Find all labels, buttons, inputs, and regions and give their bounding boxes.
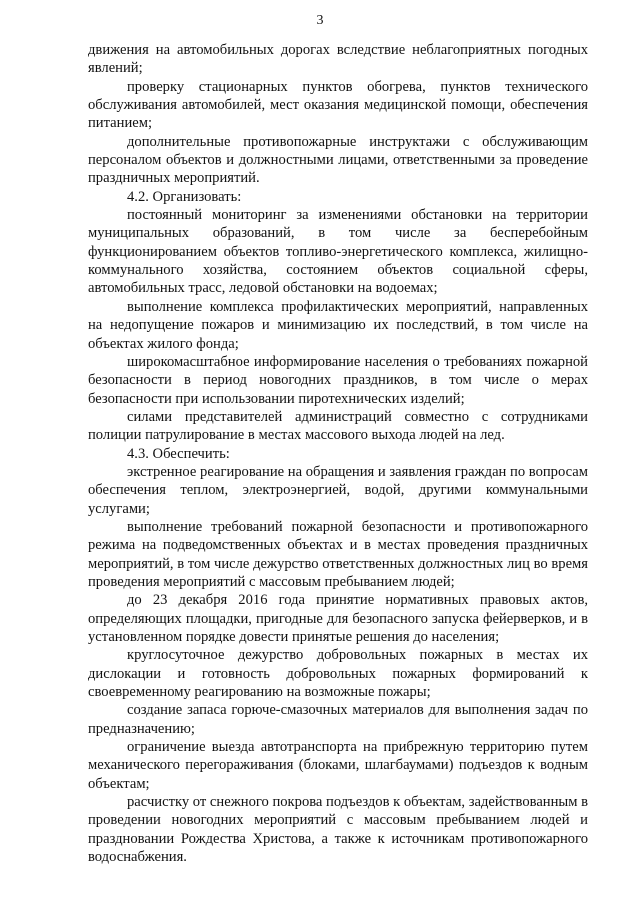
paragraph: проверку стационарных пунктов обогрева, пунктов технического обслуживания автомобилей, мест оказания медицинской помощи, обеспечения питанием; — [88, 78, 588, 132]
paragraph: широкомасштабное информирование населения о требованиях пожарной безопасности в период новогодних праздников, в том числе о мерах безопасности при использовании пиротехнических изделий; — [88, 353, 588, 407]
paragraph: круглосуточное дежурство добровольных пожарных в местах их дислокации и готовность добровольных пожарных формирований к своевременному реагированию на возможные пожары; — [88, 647, 588, 701]
document-body — [88, 41, 588, 866]
paragraph: расчистку от снежного покрова подъездов к объектам, задействованным в проведении новогодних мероприятий с массовым пребыванием людей и праздновании Рождества Христова, а также к источникам противопожарного водоснабжения. — [88, 794, 588, 866]
page-number: 3 — [316, 13, 324, 28]
paragraph: экстренное реагирование на обращения и заявления граждан по вопросам обеспечения теплом, электроэнергией, водой, другими коммунальными услугами; — [88, 463, 588, 517]
paragraph: до 23 декабря 2016 года принятие нормативных правовых актов, определяющих площадки, пригодные для безопасного запуска фейерверков, и в установленном порядке довести принятые решения до населения; — [88, 592, 588, 645]
paragraph: 4.3. Обеспечить: — [127, 445, 230, 462]
paragraph: дополнительные противопожарные инструктажи с обслуживающим персоналом объектов и должностными лицами, ответственными за проведение праздничных мероприятий. — [88, 133, 588, 187]
paragraph: выполнение комплекса профилактических мероприятий, направленных на недопущение пожаров и минимизацию их последствий, в том числе на объектах жилого фонда; — [88, 298, 588, 352]
paragraph: движения на автомобильных дорогах вследствие неблагоприятных погодных явлений; — [88, 42, 588, 77]
paragraph: создание запаса горюче-смазочных материалов для выполнения задач по предназначению; — [88, 702, 588, 737]
paragraph: выполнение требований пожарной безопасности и противопожарного режима на подведомственных объектах и в местах проведения праздничных мероприятий, в том числе дежурство ответственных должностных лиц во время проведения мероприятий с массовым пребыванием людей; — [88, 518, 588, 590]
paragraph: силами представителей администраций совместно с сотрудниками полиции патрулирование в местах массового выхода людей на лед. — [88, 408, 588, 444]
paragraph: 4.2. Организовать: — [127, 188, 242, 205]
paragraph: постоянный мониторинг за изменениями обстановки на территории муниципальных образований, в том числе за бесперебойным функционированием объектов топливо-энергетического комплекса, жилищно-коммунального хозяйства, состоянием объектов социальной сферы, автомобильных трасс, ледовой обстановки на водоемах; — [88, 207, 588, 297]
paragraph: ограничение выезда автотранспорта на прибрежную территорию путем механического перегораживания (блоками, шлагбаумами) подъездов к водным объектам; — [88, 739, 588, 792]
